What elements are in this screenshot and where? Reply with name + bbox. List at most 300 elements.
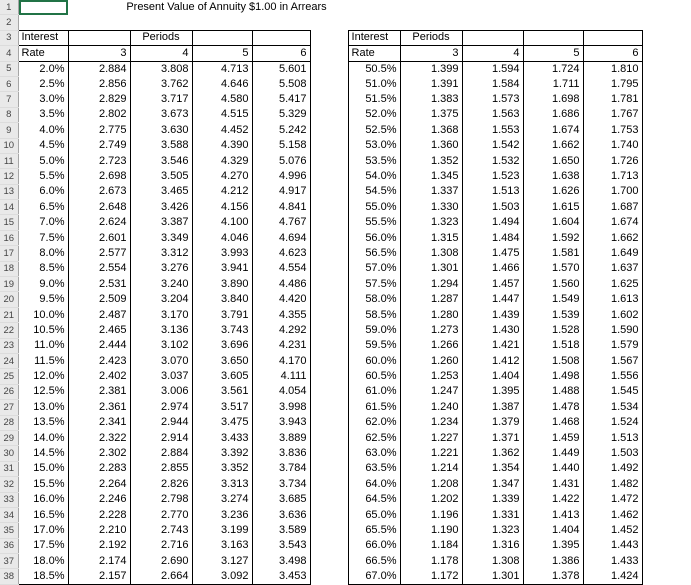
rate-cell[interactable]: 6.0%: [18, 184, 68, 199]
value-cell[interactable]: 1.378: [523, 569, 583, 584]
rate-cell[interactable]: 66.0%: [348, 538, 400, 553]
row-header[interactable]: 21: [0, 307, 18, 322]
value-cell[interactable]: 1.184: [400, 538, 462, 553]
cell[interactable]: [310, 323, 348, 338]
cell[interactable]: [642, 277, 691, 292]
value-cell[interactable]: 1.650: [523, 153, 583, 168]
cell[interactable]: [130, 15, 192, 30]
value-cell[interactable]: 2.829: [68, 92, 130, 107]
cell[interactable]: [310, 76, 348, 91]
value-cell[interactable]: 1.545: [583, 384, 642, 399]
cell[interactable]: [310, 200, 348, 215]
value-cell[interactable]: 1.287: [400, 292, 462, 307]
value-cell[interactable]: 1.700: [583, 184, 642, 199]
rate-cell[interactable]: 5.5%: [18, 169, 68, 184]
row-header[interactable]: 30: [0, 446, 18, 461]
cell[interactable]: [252, 15, 310, 30]
value-cell[interactable]: 1.795: [583, 76, 642, 91]
value-cell[interactable]: 1.395: [462, 384, 523, 399]
rate-cell[interactable]: 60.0%: [348, 353, 400, 368]
header-interest-right[interactable]: Interest: [348, 30, 400, 45]
value-cell[interactable]: 1.301: [400, 261, 462, 276]
value-cell[interactable]: 1.447: [462, 292, 523, 307]
value-cell[interactable]: 1.638: [523, 169, 583, 184]
cell[interactable]: [642, 461, 691, 476]
cell[interactable]: [310, 446, 348, 461]
row-header[interactable]: 38: [0, 569, 18, 584]
value-cell[interactable]: 2.264: [68, 477, 130, 492]
cell[interactable]: [583, 15, 642, 30]
value-cell[interactable]: 3.998: [252, 400, 310, 415]
header-interest-left[interactable]: Interest: [18, 30, 68, 45]
value-cell[interactable]: 4.996: [252, 169, 310, 184]
cell[interactable]: [642, 0, 691, 15]
cell[interactable]: [642, 107, 691, 122]
rate-cell[interactable]: 54.5%: [348, 184, 400, 199]
value-cell[interactable]: 1.368: [400, 123, 462, 138]
rate-cell[interactable]: 13.5%: [18, 415, 68, 430]
cell[interactable]: [642, 338, 691, 353]
row-header[interactable]: 8: [0, 107, 18, 122]
value-cell[interactable]: 1.253: [400, 369, 462, 384]
cell[interactable]: [18, 15, 68, 30]
value-cell[interactable]: 2.944: [130, 415, 192, 430]
value-cell[interactable]: 3.589: [252, 523, 310, 538]
value-cell[interactable]: 2.743: [130, 523, 192, 538]
value-cell[interactable]: 3.717: [130, 92, 192, 107]
rate-cell[interactable]: 61.0%: [348, 384, 400, 399]
cell[interactable]: [348, 15, 400, 30]
cell[interactable]: [192, 15, 252, 30]
header-periods-left[interactable]: Periods: [130, 30, 192, 45]
value-cell[interactable]: 3.037: [130, 369, 192, 384]
value-cell[interactable]: 3.673: [130, 107, 192, 122]
value-cell[interactable]: 4.170: [252, 353, 310, 368]
cell[interactable]: [310, 400, 348, 415]
value-cell[interactable]: 1.534: [583, 400, 642, 415]
value-cell[interactable]: 1.602: [583, 307, 642, 322]
value-cell[interactable]: 1.422: [523, 492, 583, 507]
rate-cell[interactable]: 56.5%: [348, 246, 400, 261]
rate-cell[interactable]: 67.0%: [348, 569, 400, 584]
value-cell[interactable]: 2.322: [68, 430, 130, 445]
cell[interactable]: [310, 292, 348, 307]
value-cell[interactable]: 1.331: [462, 507, 523, 522]
row-header[interactable]: 34: [0, 507, 18, 522]
value-cell[interactable]: 1.713: [583, 169, 642, 184]
value-cell[interactable]: 3.236: [192, 507, 252, 522]
value-cell[interactable]: 4.100: [192, 215, 252, 230]
value-cell[interactable]: 4.841: [252, 200, 310, 215]
value-cell[interactable]: 1.316: [462, 538, 523, 553]
row-header[interactable]: 19: [0, 277, 18, 292]
rate-cell[interactable]: 3.0%: [18, 92, 68, 107]
value-cell[interactable]: 1.560: [523, 277, 583, 292]
cell[interactable]: [310, 61, 348, 76]
rate-cell[interactable]: 2.0%: [18, 61, 68, 76]
value-cell[interactable]: 2.531: [68, 277, 130, 292]
rate-cell[interactable]: 60.5%: [348, 369, 400, 384]
row-header[interactable]: 14: [0, 200, 18, 215]
value-cell[interactable]: 1.323: [462, 523, 523, 538]
value-cell[interactable]: 1.273: [400, 323, 462, 338]
value-cell[interactable]: 3.650: [192, 353, 252, 368]
value-cell[interactable]: 1.615: [523, 200, 583, 215]
rate-cell[interactable]: 16.5%: [18, 507, 68, 522]
cell[interactable]: [642, 61, 691, 76]
value-cell[interactable]: 2.554: [68, 261, 130, 276]
cell[interactable]: [642, 492, 691, 507]
value-cell[interactable]: 3.546: [130, 153, 192, 168]
value-cell[interactable]: 1.488: [523, 384, 583, 399]
value-cell[interactable]: 1.443: [583, 538, 642, 553]
value-cell[interactable]: 2.664: [130, 569, 192, 584]
value-cell[interactable]: 1.687: [583, 200, 642, 215]
cell[interactable]: [310, 215, 348, 230]
value-cell[interactable]: 1.503: [462, 200, 523, 215]
value-cell[interactable]: 1.208: [400, 477, 462, 492]
rate-cell[interactable]: 8.0%: [18, 246, 68, 261]
value-cell[interactable]: 2.210: [68, 523, 130, 538]
cell[interactable]: [462, 0, 523, 15]
cell[interactable]: [310, 107, 348, 122]
header-period-left[interactable]: 4: [130, 46, 192, 61]
value-cell[interactable]: 1.383: [400, 92, 462, 107]
value-cell[interactable]: 1.503: [583, 446, 642, 461]
rate-cell[interactable]: 9.5%: [18, 292, 68, 307]
value-cell[interactable]: 3.836: [252, 446, 310, 461]
value-cell[interactable]: 2.723: [68, 153, 130, 168]
value-cell[interactable]: 1.354: [462, 461, 523, 476]
value-cell[interactable]: 1.399: [400, 61, 462, 76]
value-cell[interactable]: 2.246: [68, 492, 130, 507]
value-cell[interactable]: 1.339: [462, 492, 523, 507]
cell[interactable]: [348, 0, 400, 15]
value-cell[interactable]: 1.662: [523, 138, 583, 153]
cell[interactable]: [523, 30, 583, 45]
value-cell[interactable]: 1.362: [462, 446, 523, 461]
rate-cell[interactable]: 2.5%: [18, 76, 68, 91]
value-cell[interactable]: 2.673: [68, 184, 130, 199]
value-cell[interactable]: 2.716: [130, 538, 192, 553]
value-cell[interactable]: 1.573: [462, 92, 523, 107]
value-cell[interactable]: 1.240: [400, 400, 462, 415]
row-header[interactable]: 35: [0, 523, 18, 538]
rate-cell[interactable]: 12.0%: [18, 369, 68, 384]
value-cell[interactable]: 2.798: [130, 492, 192, 507]
row-header[interactable]: 33: [0, 492, 18, 507]
value-cell[interactable]: 3.312: [130, 246, 192, 261]
value-cell[interactable]: 1.563: [462, 107, 523, 122]
value-cell[interactable]: 1.674: [523, 123, 583, 138]
value-cell[interactable]: 1.613: [583, 292, 642, 307]
rate-cell[interactable]: 9.0%: [18, 277, 68, 292]
rate-cell[interactable]: 53.5%: [348, 153, 400, 168]
rate-cell[interactable]: 12.5%: [18, 384, 68, 399]
value-cell[interactable]: 1.449: [523, 446, 583, 461]
header-rate-left[interactable]: Rate: [18, 46, 68, 61]
value-cell[interactable]: 1.462: [583, 507, 642, 522]
rate-cell[interactable]: 3.5%: [18, 107, 68, 122]
value-cell[interactable]: 2.826: [130, 477, 192, 492]
cell[interactable]: [642, 261, 691, 276]
cell[interactable]: [642, 307, 691, 322]
value-cell[interactable]: 5.076: [252, 153, 310, 168]
value-cell[interactable]: 1.498: [523, 369, 583, 384]
value-cell[interactable]: 1.528: [523, 323, 583, 338]
value-cell[interactable]: 1.674: [583, 215, 642, 230]
value-cell[interactable]: 2.775: [68, 123, 130, 138]
value-cell[interactable]: 1.360: [400, 138, 462, 153]
value-cell[interactable]: 3.276: [130, 261, 192, 276]
cell[interactable]: [310, 477, 348, 492]
value-cell[interactable]: 1.308: [400, 246, 462, 261]
value-cell[interactable]: 3.517: [192, 400, 252, 415]
row-header[interactable]: 28: [0, 415, 18, 430]
value-cell[interactable]: 1.524: [583, 415, 642, 430]
value-cell[interactable]: 2.770: [130, 507, 192, 522]
value-cell[interactable]: 3.941: [192, 261, 252, 276]
rate-cell[interactable]: 59.5%: [348, 338, 400, 353]
rate-cell[interactable]: 14.5%: [18, 446, 68, 461]
value-cell[interactable]: 1.345: [400, 169, 462, 184]
value-cell[interactable]: 4.554: [252, 261, 310, 276]
rate-cell[interactable]: 53.0%: [348, 138, 400, 153]
cell[interactable]: [310, 92, 348, 107]
value-cell[interactable]: 1.352: [400, 153, 462, 168]
value-cell[interactable]: 2.283: [68, 461, 130, 476]
value-cell[interactable]: 4.212: [192, 184, 252, 199]
cell[interactable]: [400, 0, 462, 15]
cell[interactable]: [400, 15, 462, 30]
value-cell[interactable]: 3.392: [192, 446, 252, 461]
value-cell[interactable]: 3.163: [192, 538, 252, 553]
row-header[interactable]: 16: [0, 230, 18, 245]
rate-cell[interactable]: 58.0%: [348, 292, 400, 307]
value-cell[interactable]: 1.513: [462, 184, 523, 199]
cell[interactable]: [462, 30, 523, 45]
rate-cell[interactable]: 51.0%: [348, 76, 400, 91]
value-cell[interactable]: 3.426: [130, 200, 192, 215]
value-cell[interactable]: 3.349: [130, 230, 192, 245]
value-cell[interactable]: 2.624: [68, 215, 130, 230]
value-cell[interactable]: 1.484: [462, 230, 523, 245]
rate-cell[interactable]: 4.0%: [18, 123, 68, 138]
value-cell[interactable]: 3.170: [130, 307, 192, 322]
value-cell[interactable]: 3.387: [130, 215, 192, 230]
value-cell[interactable]: 2.749: [68, 138, 130, 153]
value-cell[interactable]: 4.623: [252, 246, 310, 261]
value-cell[interactable]: 2.884: [130, 446, 192, 461]
cell[interactable]: [310, 30, 348, 45]
cell[interactable]: [642, 538, 691, 553]
row-header[interactable]: 6: [0, 76, 18, 91]
cell[interactable]: [310, 523, 348, 538]
value-cell[interactable]: 1.421: [462, 338, 523, 353]
value-cell[interactable]: 4.329: [192, 153, 252, 168]
cell[interactable]: [642, 384, 691, 399]
rate-cell[interactable]: 52.0%: [348, 107, 400, 122]
value-cell[interactable]: 3.696: [192, 338, 252, 353]
value-cell[interactable]: 3.313: [192, 477, 252, 492]
rate-cell[interactable]: 11.0%: [18, 338, 68, 353]
rate-cell[interactable]: 6.5%: [18, 200, 68, 215]
row-header[interactable]: 29: [0, 430, 18, 445]
value-cell[interactable]: 1.711: [523, 76, 583, 91]
cell[interactable]: [642, 30, 691, 45]
value-cell[interactable]: 1.234: [400, 415, 462, 430]
value-cell[interactable]: 1.379: [462, 415, 523, 430]
cell[interactable]: [310, 153, 348, 168]
row-header[interactable]: 13: [0, 184, 18, 199]
value-cell[interactable]: 1.604: [523, 215, 583, 230]
value-cell[interactable]: 1.439: [462, 307, 523, 322]
value-cell[interactable]: 5.508: [252, 76, 310, 91]
value-cell[interactable]: 3.943: [252, 415, 310, 430]
value-cell[interactable]: 1.430: [462, 323, 523, 338]
row-header[interactable]: 11: [0, 153, 18, 168]
rate-cell[interactable]: 56.0%: [348, 230, 400, 245]
value-cell[interactable]: 1.330: [400, 200, 462, 215]
value-cell[interactable]: 2.487: [68, 307, 130, 322]
value-cell[interactable]: 2.577: [68, 246, 130, 261]
rate-cell[interactable]: 8.5%: [18, 261, 68, 276]
value-cell[interactable]: 3.791: [192, 307, 252, 322]
value-cell[interactable]: 3.006: [130, 384, 192, 399]
value-cell[interactable]: 4.390: [192, 138, 252, 153]
value-cell[interactable]: 3.199: [192, 523, 252, 538]
value-cell[interactable]: 2.690: [130, 554, 192, 569]
value-cell[interactable]: 1.214: [400, 461, 462, 476]
cell[interactable]: [462, 15, 523, 30]
value-cell[interactable]: 1.482: [583, 477, 642, 492]
header-period-right[interactable]: 6: [583, 46, 642, 61]
cell[interactable]: [310, 123, 348, 138]
cell[interactable]: [310, 261, 348, 276]
cell[interactable]: [310, 353, 348, 368]
value-cell[interactable]: 1.440: [523, 461, 583, 476]
cell[interactable]: [642, 415, 691, 430]
value-cell[interactable]: 3.685: [252, 492, 310, 507]
cell[interactable]: [68, 30, 130, 45]
rate-cell[interactable]: 14.0%: [18, 430, 68, 445]
value-cell[interactable]: 1.579: [583, 338, 642, 353]
value-cell[interactable]: 1.592: [523, 230, 583, 245]
rate-cell[interactable]: 55.0%: [348, 200, 400, 215]
rate-cell[interactable]: 59.0%: [348, 323, 400, 338]
value-cell[interactable]: 3.561: [192, 384, 252, 399]
value-cell[interactable]: 2.228: [68, 507, 130, 522]
rate-cell[interactable]: 51.5%: [348, 92, 400, 107]
cell[interactable]: [310, 569, 348, 584]
rate-cell[interactable]: 11.5%: [18, 353, 68, 368]
value-cell[interactable]: 1.590: [583, 323, 642, 338]
rate-cell[interactable]: 15.5%: [18, 477, 68, 492]
header-period-right[interactable]: 4: [462, 46, 523, 61]
value-cell[interactable]: 4.355: [252, 307, 310, 322]
row-header[interactable]: 26: [0, 384, 18, 399]
value-cell[interactable]: 1.178: [400, 554, 462, 569]
value-cell[interactable]: 1.625: [583, 277, 642, 292]
row-header[interactable]: 9: [0, 123, 18, 138]
rate-cell[interactable]: 64.5%: [348, 492, 400, 507]
rate-cell[interactable]: 10.0%: [18, 307, 68, 322]
value-cell[interactable]: 4.292: [252, 323, 310, 338]
value-cell[interactable]: 4.452: [192, 123, 252, 138]
row-header[interactable]: 22: [0, 323, 18, 338]
value-cell[interactable]: 1.395: [523, 538, 583, 553]
value-cell[interactable]: 2.361: [68, 400, 130, 415]
value-cell[interactable]: 2.302: [68, 446, 130, 461]
cell[interactable]: [523, 0, 583, 15]
value-cell[interactable]: 4.713: [192, 61, 252, 76]
value-cell[interactable]: 4.767: [252, 215, 310, 230]
rate-cell[interactable]: 54.0%: [348, 169, 400, 184]
value-cell[interactable]: 4.111: [252, 369, 310, 384]
value-cell[interactable]: 1.404: [523, 523, 583, 538]
value-cell[interactable]: 3.498: [252, 554, 310, 569]
cell[interactable]: [583, 0, 642, 15]
row-header[interactable]: 32: [0, 477, 18, 492]
rate-cell[interactable]: 57.5%: [348, 277, 400, 292]
rate-cell[interactable]: 18.0%: [18, 554, 68, 569]
value-cell[interactable]: 5.158: [252, 138, 310, 153]
cell[interactable]: [310, 492, 348, 507]
value-cell[interactable]: 1.387: [462, 400, 523, 415]
cell[interactable]: [310, 138, 348, 153]
value-cell[interactable]: 3.630: [130, 123, 192, 138]
value-cell[interactable]: 1.539: [523, 307, 583, 322]
value-cell[interactable]: 1.190: [400, 523, 462, 538]
rate-cell[interactable]: 13.0%: [18, 400, 68, 415]
value-cell[interactable]: 1.391: [400, 76, 462, 91]
value-cell[interactable]: 2.698: [68, 169, 130, 184]
value-cell[interactable]: 1.532: [462, 153, 523, 168]
rate-cell[interactable]: 57.0%: [348, 261, 400, 276]
rate-cell[interactable]: 52.5%: [348, 123, 400, 138]
cell[interactable]: [310, 554, 348, 569]
value-cell[interactable]: 1.431: [523, 477, 583, 492]
row-header[interactable]: 15: [0, 215, 18, 230]
cell[interactable]: [310, 369, 348, 384]
value-cell[interactable]: 1.247: [400, 384, 462, 399]
value-cell[interactable]: 1.459: [523, 430, 583, 445]
cell[interactable]: [68, 15, 130, 30]
rate-cell[interactable]: 5.0%: [18, 153, 68, 168]
value-cell[interactable]: 1.221: [400, 446, 462, 461]
cell[interactable]: [583, 30, 642, 45]
cell[interactable]: [310, 338, 348, 353]
value-cell[interactable]: 2.601: [68, 230, 130, 245]
value-cell[interactable]: 2.648: [68, 200, 130, 215]
cell[interactable]: [642, 46, 691, 61]
cell[interactable]: [310, 15, 348, 30]
rate-cell[interactable]: 7.5%: [18, 230, 68, 245]
value-cell[interactable]: 2.855: [130, 461, 192, 476]
row-header[interactable]: 24: [0, 353, 18, 368]
rate-cell[interactable]: 65.5%: [348, 523, 400, 538]
row-header[interactable]: 37: [0, 554, 18, 569]
selected-cell[interactable]: [18, 0, 68, 15]
cell[interactable]: [642, 353, 691, 368]
rate-cell[interactable]: 50.5%: [348, 61, 400, 76]
value-cell[interactable]: 4.270: [192, 169, 252, 184]
value-cell[interactable]: 1.478: [523, 400, 583, 415]
value-cell[interactable]: 5.417: [252, 92, 310, 107]
cell[interactable]: [310, 277, 348, 292]
value-cell[interactable]: 1.172: [400, 569, 462, 584]
rate-cell[interactable]: 7.0%: [18, 215, 68, 230]
